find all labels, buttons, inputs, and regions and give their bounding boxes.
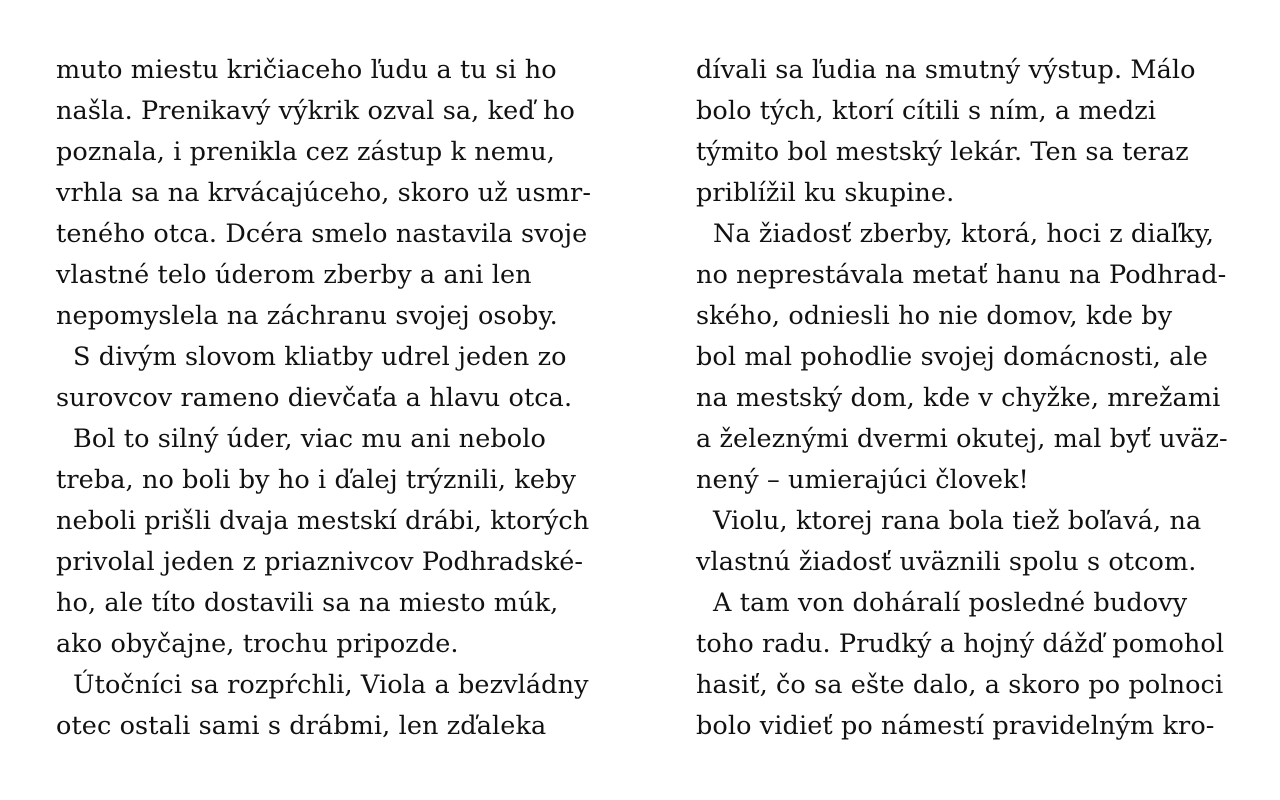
text-line: nepomyslela na záchranu svojej osoby. — [56, 301, 558, 331]
text-line: S divým slovom kliatby udrel jeden zo — [73, 342, 567, 372]
text-line: no neprestávala metať hanu na Podhrad- — [696, 260, 1227, 290]
text-line: privolal jeden z priaznivcov Podhradské- — [56, 547, 584, 577]
text-line: Na žiadosť zberby, ktorá, hoci z diaľky, — [713, 219, 1215, 249]
text-line: na mestský dom, kde v chyžke, mrežami — [696, 383, 1221, 413]
text-line: muto miestu kričiaceho ľudu a tu si ho — [56, 55, 557, 85]
text-line: nený – umierajúci človek! — [696, 465, 1029, 495]
text-line: A tam von doháralí posledné budovy — [713, 588, 1188, 618]
text-line: bolo vidieť po námestí pravidelným kro- — [696, 711, 1215, 741]
text-line: Violu, ktorej rana bola tiež boľavá, na — [713, 506, 1202, 536]
text-line: neboli prišli dvaja mestskí drábi, ktorých — [56, 506, 590, 536]
text-line: treba, no boli by ho i ďalej trýznili, keby — [56, 465, 576, 495]
text-line: vlastné telo úderom zberby a ani len — [56, 260, 532, 290]
text-line: ako obyčajne, trochu pripozde. — [56, 629, 459, 659]
text-line: toho radu. Prudký a hojný dážď pomohol — [696, 629, 1225, 659]
text-line: a železnými dvermi okutej, mal byť uväz- — [696, 424, 1228, 454]
text-line: otec ostali sami s drábmi, len zďaleka — [56, 711, 547, 741]
text-line: vlastnú žiadosť uväznili spolu s otcom. — [696, 547, 1197, 577]
text-line: teného otca. Dcéra smelo nastavila svoje — [56, 219, 588, 249]
text-line: vrhla sa na krvácajúceho, skoro už usmr- — [56, 178, 592, 208]
text-line: priblížil ku skupine. — [696, 178, 955, 208]
text-line: našla. Prenikavý výkrik ozval sa, keď ho — [56, 96, 575, 126]
text-line: Bol to silný úder, viac mu ani nebolo — [73, 424, 546, 454]
text-line: poznala, i prenikla cez zástup k nemu, — [56, 137, 555, 167]
text-line: hasiť, čo sa ešte dalo, a skoro po polnoci — [696, 670, 1224, 700]
right-text-column — [696, 50, 1236, 747]
text-line: ho, ale títo dostavili sa na miesto múk, — [56, 588, 559, 618]
text-line: bol mal pohodlie svojej domácnosti, ale — [696, 342, 1208, 372]
text-line: surovcov rameno dievčaťa a hlavu otca. — [56, 383, 573, 413]
text-line: dívali sa ľudia na smutný výstup. Málo — [696, 55, 1196, 85]
text-line: týmito bol mestský lekár. Ten sa teraz — [696, 137, 1189, 167]
text-line: Útočníci sa rozpŕchli, Viola a bezvládny — [73, 670, 589, 700]
left-text-column — [56, 50, 596, 747]
text-line: ského, odniesli ho nie domov, kde by — [696, 301, 1173, 331]
text-line: bolo tých, ktorí cítili s ním, a medzi — [696, 96, 1157, 126]
